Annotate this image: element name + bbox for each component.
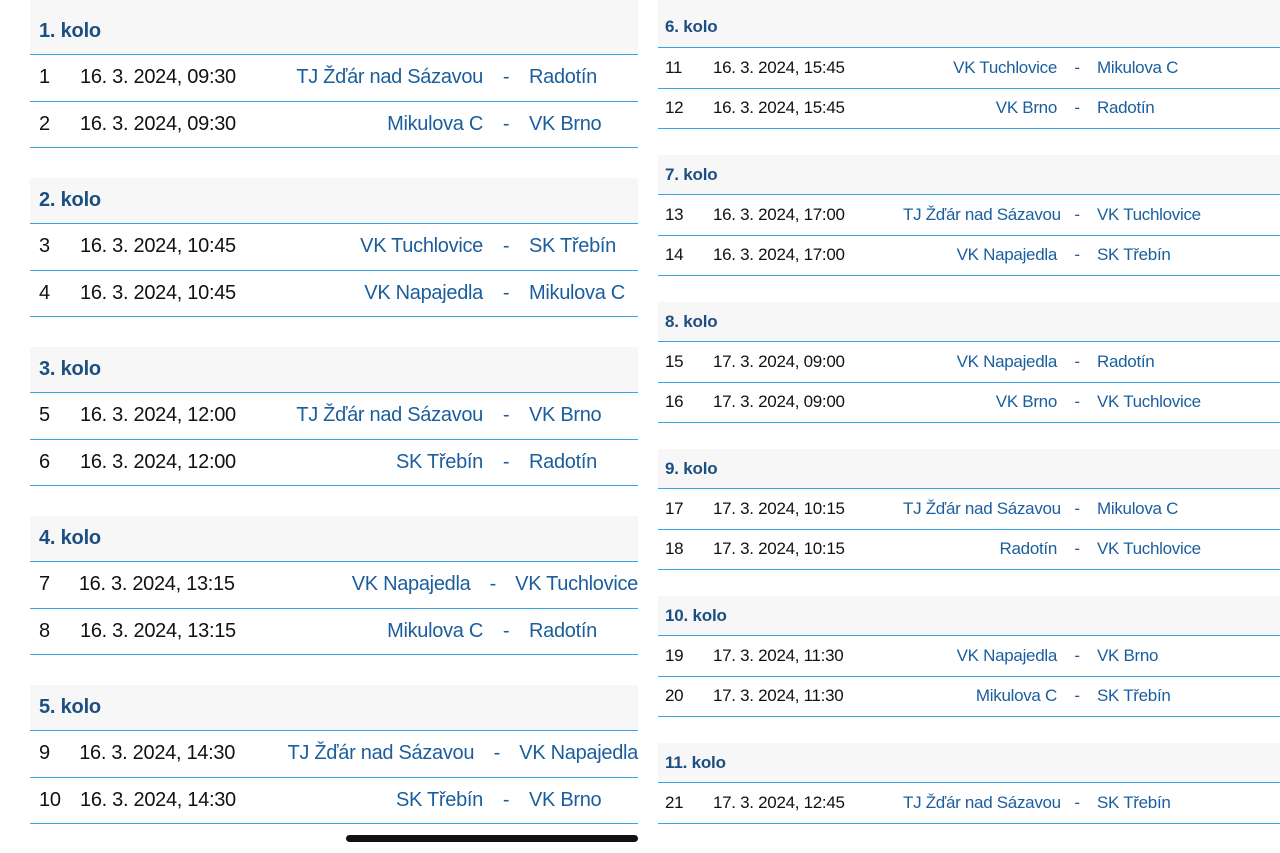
round-title: 11. kolo: [658, 743, 1280, 783]
score-separator: -: [502, 112, 510, 135]
match-row: [30, 224, 638, 271]
match-number: 21: [665, 792, 684, 812]
match-number: 3: [39, 235, 50, 258]
home-team-link[interactable]: SK Třebín: [396, 450, 483, 473]
score-separator: -: [1074, 498, 1080, 518]
match-datetime: 16. 3. 2024, 09:30: [80, 66, 236, 89]
match-number: 10: [39, 788, 61, 811]
score-separator: -: [1074, 351, 1080, 371]
match-row: [30, 562, 638, 609]
match-row: [658, 236, 1280, 277]
match-datetime: 17. 3. 2024, 10:15: [713, 498, 845, 518]
match-row: [30, 102, 638, 149]
home-team-link[interactable]: Mikulova C: [387, 619, 483, 642]
match-datetime: 16. 3. 2024, 09:30: [80, 112, 236, 135]
round-section: [30, 685, 638, 824]
match-row: [30, 731, 638, 778]
score-separator: -: [1074, 539, 1080, 559]
match-datetime: 17. 3. 2024, 11:30: [713, 686, 844, 706]
home-team-link[interactable]: TJ Žďár nad Sázavou: [296, 404, 483, 427]
match-datetime: 16. 3. 2024, 13:15: [80, 619, 236, 642]
home-team-link[interactable]: TJ Žďár nad Sázavou: [296, 66, 483, 89]
away-team-link[interactable]: Radotín: [1097, 351, 1155, 371]
match-row: [658, 342, 1280, 383]
score-separator: -: [1074, 645, 1080, 665]
schedule-column-left: [30, 0, 638, 853]
round-title: 7. kolo: [658, 155, 1280, 195]
score-separator: -: [502, 66, 510, 89]
home-team-link[interactable]: TJ Žďár nad Sázavou: [287, 742, 475, 765]
round-title: 4. kolo: [30, 516, 638, 562]
match-datetime: 17. 3. 2024, 10:15: [713, 539, 845, 559]
score-separator: -: [502, 235, 510, 258]
round-title: 3. kolo: [30, 347, 638, 393]
away-team-link[interactable]: SK Třebín: [529, 235, 616, 258]
match-datetime: 16. 3. 2024, 14:30: [80, 788, 236, 811]
score-separator: -: [1074, 392, 1080, 412]
match-row: [658, 195, 1280, 236]
round-section: [30, 347, 638, 486]
away-team-link[interactable]: VK Tuchlovice: [1097, 204, 1201, 224]
round-section: [30, 516, 638, 655]
match-datetime: 16. 3. 2024, 15:45: [713, 98, 845, 118]
home-team-link[interactable]: VK Tuchlovice: [360, 235, 483, 258]
round-title: 10. kolo: [658, 596, 1280, 636]
away-team-link[interactable]: VK Tuchlovice: [515, 573, 638, 596]
away-team-link[interactable]: Mikulova C: [529, 281, 625, 304]
match-row: [658, 530, 1280, 571]
round-section: [658, 596, 1280, 717]
home-team-link[interactable]: TJ Žďár nad Sázavou: [903, 204, 1061, 224]
match-number: 12: [665, 98, 684, 118]
match-datetime: 16. 3. 2024, 13:15: [78, 573, 235, 596]
match-datetime: 16. 3. 2024, 10:45: [80, 281, 236, 304]
away-team-link[interactable]: VK Brno: [1097, 645, 1159, 665]
match-row: [30, 393, 638, 440]
match-row: [30, 440, 638, 487]
away-team-link[interactable]: VK Brno: [529, 788, 602, 811]
match-datetime: 16. 3. 2024, 15:45: [713, 57, 845, 77]
away-team-link[interactable]: Radotín: [529, 619, 597, 642]
home-team-link[interactable]: Radotín: [999, 539, 1057, 559]
away-team-link[interactable]: SK Třebín: [1097, 792, 1171, 812]
match-row: [658, 383, 1280, 424]
match-row: [30, 609, 638, 656]
match-number: 2: [39, 112, 50, 135]
home-team-link[interactable]: TJ Žďár nad Sázavou: [903, 498, 1061, 518]
match-row: [658, 489, 1280, 530]
home-team-link[interactable]: VK Brno: [995, 392, 1057, 412]
match-number: 17: [665, 498, 684, 518]
score-separator: -: [502, 404, 510, 427]
home-team-link[interactable]: SK Třebín: [396, 788, 483, 811]
away-team-link[interactable]: SK Třebín: [1097, 245, 1171, 265]
round-section: [30, 178, 638, 317]
score-separator: -: [1074, 686, 1080, 706]
score-separator: -: [502, 788, 510, 811]
away-team-link[interactable]: VK Napajedla: [519, 742, 639, 765]
round-section: [658, 743, 1280, 824]
match-row: [658, 636, 1280, 677]
round-section: [30, 0, 638, 148]
match-datetime: 16. 3. 2024, 17:00: [713, 245, 845, 265]
away-team-link[interactable]: VK Tuchlovice: [1097, 539, 1201, 559]
score-separator: -: [502, 281, 510, 304]
round-title: 6. kolo: [658, 0, 1280, 48]
match-number: 1: [39, 66, 50, 89]
match-number: 19: [665, 645, 684, 665]
score-separator: -: [493, 742, 500, 765]
match-number: 8: [39, 619, 50, 642]
match-number: 7: [39, 573, 50, 596]
match-row: [30, 778, 638, 825]
match-row: [658, 89, 1280, 130]
match-datetime: 16. 3. 2024, 17:00: [713, 204, 845, 224]
home-team-link[interactable]: VK Napajedla: [364, 281, 483, 304]
away-team-link[interactable]: Mikulova C: [1097, 57, 1179, 77]
home-team-link[interactable]: TJ Žďár nad Sázavou: [903, 792, 1061, 812]
home-team-link[interactable]: VK Napajedla: [956, 645, 1057, 665]
home-team-link[interactable]: Mikulova C: [975, 686, 1057, 706]
match-number: 4: [39, 281, 50, 304]
round-section: [658, 449, 1280, 570]
match-datetime: 17. 3. 2024, 12:45: [713, 792, 845, 812]
match-row: [658, 783, 1280, 824]
score-separator: -: [1074, 204, 1080, 224]
match-datetime: 16. 3. 2024, 14:30: [79, 742, 236, 765]
home-team-link[interactable]: VK Napajedla: [956, 351, 1057, 371]
match-datetime: 17. 3. 2024, 11:30: [713, 645, 844, 665]
score-separator: -: [1074, 98, 1080, 118]
match-number: 18: [665, 539, 684, 559]
away-team-link[interactable]: Radotín: [529, 66, 597, 89]
away-team-link[interactable]: VK Brno: [529, 404, 602, 427]
away-team-link[interactable]: Radotín: [529, 450, 597, 473]
match-datetime: 16. 3. 2024, 12:00: [80, 404, 236, 427]
round-section: [658, 155, 1280, 276]
away-team-link[interactable]: Radotín: [1097, 98, 1155, 118]
match-number: 9: [39, 742, 50, 765]
score-separator: -: [502, 450, 510, 473]
match-row: [30, 271, 638, 318]
round-section: [658, 0, 1280, 129]
match-datetime: 17. 3. 2024, 09:00: [713, 392, 845, 412]
match-datetime: 16. 3. 2024, 10:45: [80, 235, 236, 258]
schedule-column-right: [658, 0, 1280, 850]
match-number: 13: [665, 204, 684, 224]
home-team-link[interactable]: VK Napajedla: [956, 245, 1057, 265]
match-number: 11: [665, 57, 683, 77]
round-title: 8. kolo: [658, 302, 1280, 342]
match-row: [658, 677, 1280, 718]
score-separator: -: [489, 573, 496, 596]
score-separator: -: [1074, 57, 1080, 77]
match-row: [30, 55, 638, 102]
round-title: 2. kolo: [30, 178, 638, 224]
round-title: 9. kolo: [658, 449, 1280, 489]
match-number: 15: [665, 351, 684, 371]
away-team-link[interactable]: Mikulova C: [1097, 498, 1179, 518]
match-datetime: 16. 3. 2024, 12:00: [80, 450, 236, 473]
home-team-link[interactable]: Mikulova C: [387, 112, 483, 135]
home-team-link[interactable]: VK Napajedla: [351, 573, 471, 596]
round-title: 5. kolo: [30, 685, 638, 731]
home-indicator-bar[interactable]: [346, 835, 638, 842]
away-team-link[interactable]: VK Tuchlovice: [1097, 392, 1201, 412]
match-number: 20: [665, 686, 684, 706]
away-team-link[interactable]: SK Třebín: [1097, 686, 1171, 706]
match-number: 14: [665, 245, 684, 265]
round-title: 1. kolo: [30, 0, 638, 55]
round-section: [658, 302, 1280, 423]
away-team-link[interactable]: VK Brno: [529, 112, 602, 135]
match-datetime: 17. 3. 2024, 09:00: [713, 351, 845, 371]
home-team-link[interactable]: VK Tuchlovice: [953, 57, 1057, 77]
match-row: [658, 48, 1280, 89]
match-number: 16: [665, 392, 684, 412]
match-number: 6: [39, 450, 50, 473]
score-separator: -: [502, 619, 510, 642]
score-separator: -: [1074, 792, 1080, 812]
score-separator: -: [1074, 245, 1080, 265]
match-number: 5: [39, 404, 50, 427]
home-team-link[interactable]: VK Brno: [995, 98, 1057, 118]
